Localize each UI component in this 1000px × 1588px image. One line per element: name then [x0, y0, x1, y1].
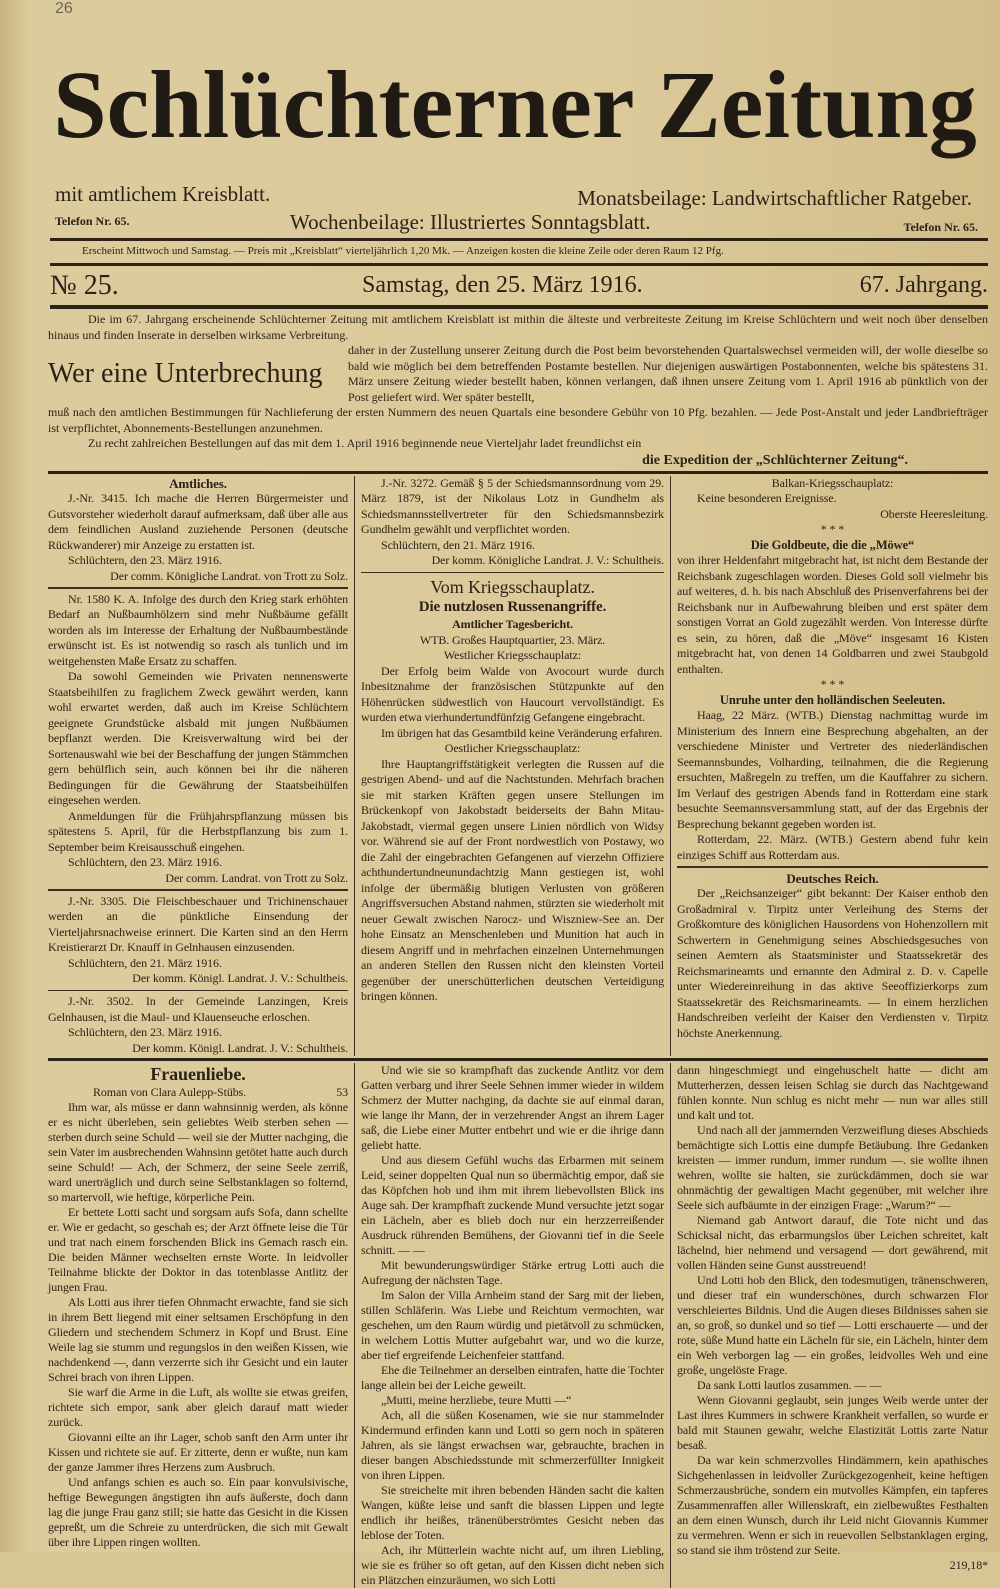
- installment-number: 53: [336, 1085, 348, 1099]
- notice-text: J.-Nr. 3415. Ich mache die Herren Bürgermeister und Gutsvorsteher wiederholt darauf aufmerksam, daß über alle aus dem feindlichen Ausland zuziehende Personen (deutsche Rückwanderer) mir Anzeige zu erstatten ist.: [48, 491, 348, 552]
- issue-number: № 25.: [50, 270, 119, 301]
- report-text: Der Erfolg beim Walde von Avocourt wurde durch Inbesitznahme der französischen Stützpunkte auf den Höhenrücken südwestlich von Haucourt vervollständigt. Es wurden etwa vierhundertundfünfzig Gefangene eingebracht.: [361, 663, 664, 724]
- divider: [50, 305, 988, 309]
- west-heading: Westlicher Kriegsschauplatz:: [443, 648, 582, 662]
- notice-signature: Der komm. Königliche Landrat. J. V.: Schultheis.: [431, 553, 664, 567]
- divider: [48, 1058, 988, 1061]
- novel-paragraph: Ach, ihr Mütterlein wachte nicht auf, um ihren Liebling, wie sie es früher so oft getan, auf den Kissen dicht neben sich ein Plätzchen einzuräumen, wo sich Lotti: [361, 1543, 664, 1587]
- notice-date: Schlüchtern, den 23. März 1916.: [68, 855, 222, 869]
- war-dateline: WTB. Großes Hauptquartier, 23. März.: [419, 632, 606, 647]
- feuilleton: [48, 1063, 988, 1588]
- report-signature: Oberste Heeresleitung.: [880, 506, 988, 521]
- divider: [48, 471, 988, 474]
- notice-signature: Der komm. Königl. Landrat. J. V.: Schultheis.: [132, 1040, 348, 1055]
- weekly-supplement: Wochenbeilage: Illustriertes Sonntagsblatt.: [290, 210, 651, 234]
- report-text: Rotterdam, 22. März. (WTB.) Gestern abend fuhr kein einziges Schiff aus Rotterdam aus.: [677, 832, 988, 862]
- separator-stars: * * *: [820, 522, 845, 536]
- notice-body: daher in der Zustellung unserer Zeitung durch die Post beim bevorstehenden Quartalswechsel vermeiden will, der wolle dieselbe so bald wie möglich bei dem betreffenden Postamte bestellen. Nur diejenigen auswärtigen Postabonnenten, welche bis spätestens 31. März unsere Zeitung wieder bestellt haben, können verlangen, daß ihnen unsere Zeitung vom 1. April 1916 ab pünktlich von der Post geliefert wird. Wer später bestellt,: [348, 343, 988, 404]
- notice-date: Schlüchtern, den 23. März 1916.: [68, 553, 222, 567]
- margin-note: 26: [55, 0, 73, 17]
- report-text: Haag, 22 März. (WTB.) Dienstag nachmittag wurde im Ministerium des Innern eine Besprechung abgehalten, an der verschiedene Minister und Vertreter des niederländischen Seemannsbundes, Volharding, teilnahmen, die die Regierung ersuchten, Maßregeln zu treffen, um die Kauffahrer zu sichern. Im Verlauf des gestrigen Abends fand in Rotterdam eine stark besuchte Seemannsversammlung statt, auf der das Ergebnis der Besprechung bekannt gegeben worden ist.: [677, 708, 988, 831]
- novel-paragraph: Wenn Giovanni geglaubt, sein junges Weib werde unter der Last ihres Kummers in schwere Krankheit verfallen, so wurde er bald mit Staunen gewahr, welche Elastizität Lottis zarte Natur besaß.: [677, 1393, 988, 1452]
- divider: [50, 263, 988, 266]
- divider: [50, 238, 988, 241]
- gold-heading: Die Goldbeute, die die „Möwe“: [750, 537, 915, 552]
- notice-signature: Der comm. Landrat. von Trott zu Solz.: [165, 870, 348, 885]
- section-heading: Amtliches.: [169, 475, 227, 491]
- novel-paragraph: Als Lotti aus ihrer tiefen Ohnmacht erwachte, fand sie sich in ihrem Bett liegend mit einer seltsamen Erschöpfung in den Gliedern und stechendem Schmerz in Kopf und Brust. Eine Weile lag sie stumm und regungslos in den weißen Kissen, wie nachdenkend —, dann verzerrte sich ihr Gesicht und ein lauter Schrei brach von ihren Lippen.: [48, 1295, 348, 1384]
- notice-text: Nr. 1580 K. A. Infolge des durch den Krieg stark erhöhten Bedarf an Nußbaumhölzern sind mehr Nußbäume gefällt worden als im Interesse der Erhaltung der Nußbaumbestände erwünscht ist. Es ist notwendig so rasch als tunlich und im weitgehensten Maße Ersatz zu schaffen.: [48, 591, 348, 668]
- notice-text: J.-Nr. 3305. Die Fleischbeschauer und Trichinenschauer werden an die pünktliche Einsendung der Vierteljahrsnachweise erinnert. Die Karten sind an den Herrn Kreistierarzt Dr. Knauff in Gelnhausen einzusenden.: [48, 893, 348, 954]
- notice-date: Schlüchtern, den 23. März 1916.: [68, 1025, 222, 1039]
- novel-paragraph: Und Lotti hob den Blick, den todesmutigen, tränenschweren, und dieser traf ein wunderschönes, durch schwarzen Flor verschleiertes Bildnis. Und die Augen dieses Bildnisses sahen sie an, so groß, so dunkel und so tief — Lotti erschauerte — und der rote, süße Mund hatte ein Lächeln für sie, ein Lächeln, hinter dem ein Weh verborgen lag — ein großes, leidvolles Weh und eine große, ungelöste Frage.: [677, 1273, 988, 1377]
- notice-intro: Die im 67. Jahrgang erscheinende Schlüchterner Zeitung mit amtlichem Kreisblatt ist mithin die älteste und verbreiteste Zeitung im Kreise Schlüchtern und weit noch über denselben hinaus und finden Inserate in derselben wirksame Verbreitung.: [48, 312, 988, 342]
- novel-paragraph: Ehe die Teilnehmer an derselben eintrafen, hatte die Tochter lange allein bei der Leiche geweilt.: [361, 1363, 664, 1392]
- novel-byline: Roman von Clara Aulepp-Stübs.: [93, 1085, 247, 1099]
- phone-left: Telefon Nr. 65.: [55, 214, 130, 228]
- notice-signature: die Expedition der „Schlüchterner Zeitung“.: [642, 452, 908, 468]
- report-text: Im übrigen hat das Gesamtbild keine Veränderung erfahren.: [381, 725, 663, 740]
- novel-paragraph: Sie warf die Arme in die Luft, als wollte sie etwas greifen, richtete sich empor, sank aber gleich darauf matt wieder zurück.: [48, 1385, 348, 1429]
- report-text: Der „Reichsanzeiger“ gibt bekannt: Der Kaiser enthob den Großadmiral v. Tirpitz unter Verleihung des Sterns der Großkomture des königlichen Hausordens von Hohenzollern mit Schwertern in Genehmigung seines Abschiedsgesuches von seinen Aemtern als Staatsminister und Staatssekretär des Reichsmarineamts und ernannte den Admiral z. D. v. Capelle unter Wiedereinreihung in das aktive Seeoffizierkorps zum Staatssekretär des Reichsmarineamts. — In einem herzlichen Handschreiben verleiht der Kaiser den Verdiensten v. Tirpitz höchste Anerkennung.: [677, 886, 988, 1040]
- masthead-left-subtitle: mit amtlichem Kreisblatt.: [55, 182, 271, 206]
- upper-columns: [48, 476, 988, 1057]
- feuilleton-col-3: [670, 1063, 988, 1588]
- novel-paragraph: dann hingeschmiegt und eingehuschelt hatte — dicht am Mutterherzen, dessen leisen Schlag sie durch das Nachtgewand fühlen konnte. Nun schlug es nicht mehr — nun war alles still und kalt und tot.: [677, 1063, 988, 1122]
- novel-paragraph: Und wie sie so krampfhaft das zuckende Antlitz vor dem Gatten verbarg und ihrer Seele Sehnen immer wieder in wildem Schmerz der Mutter nachging, da dachte sie auf einmal daran, wie lange ihr Mann, der in verzehrender Angst an ihrem Lager saß, die Liebe einer Mutter entbehrt und wie er die ihrige dann geliebt hatte.: [361, 1063, 664, 1152]
- east-heading: Oestlicher Kriegsschauplatz:: [444, 741, 581, 755]
- phone-right: Telefon Nr. 65.: [903, 220, 978, 234]
- war-title: Vom Kriegsschauplatz.: [430, 577, 595, 597]
- page-body: [48, 312, 988, 1588]
- novel-paragraph: Sie streichelte mit ihren bebenden Händen sacht die kalten Wangen, küßte leise und sanft die blassen Lippen und legte endlich ihr heißes, tränenüberströmtes Gesicht neben das leblose der Toten.: [361, 1483, 664, 1542]
- notice-text: Anmeldungen für die Frühjahrspflanzung müssen bis spätestens 5. April, für die Herbstpflanzung bis zum 1. September beim Kreisausschuß eingehen.: [48, 808, 348, 854]
- novel-paragraph: Niemand gab Antwort darauf, die Tote nicht und das Schicksal nicht, das erbarmungslos über Leichen schreitet, kalt lächelnd, hier nehmend und versagend — dort gewährend, mit vollen Händen seine Gunst ausstreuend!: [677, 1213, 988, 1272]
- novel-paragraph: Im Salon der Villa Arnheim stand der Sarg mit der lieben, stillen Schläferin. Was Liebe und Reichtum vermochten, war geschehen, um den Raum würdig und pietätvoll zu schmücken, in welchem Lottis Mutter aufgebahrt war, und wo die kurze, aber tief ergreifende Leichenfeier stattfand.: [361, 1288, 664, 1362]
- gold-text: von ihrer Heldenfahrt mitgebracht hat, ist nicht dem Bestande der Reichsbank zugeschlagen worden. Dieses Gold soll vielmehr bis auf weiteres, d. h. bis nach Abschluß des Prisenverfahrens bei der Reichsbank nur in Aufbewahrung bleiben und erst später dem sonstigen Vorrat an Gold zugezählt werden. Von Interesse dürfte es sein, zu hören, daß die „Möve“ insgesamt 16 Kisten mitgebracht hat, von denen 14 Goldbarren und zwei Staubgold enthalten.: [677, 553, 988, 676]
- notice-headline: Wer eine Unterbrechung: [48, 358, 323, 389]
- war-subtitle-2: Amtlicher Tagesbericht.: [452, 617, 573, 631]
- masthead-right-subtitle: Monatsbeilage: Landwirtschaftlicher Ratgeber.: [577, 186, 972, 210]
- report-text: Keine besonderen Ereignisse.: [697, 491, 837, 505]
- official-notices: [48, 476, 354, 1057]
- novel-paragraph: Da sank Lotti lautlos zusammen. — —: [697, 1378, 882, 1392]
- news-column: [670, 476, 988, 1057]
- print-code: 219,18*: [949, 1558, 988, 1572]
- notice-invite: Zu recht zahlreichen Bestellungen auf das mit dem 1. April 1916 beginnende neue Vierteljahr ladet freundlichst ein: [88, 436, 642, 450]
- feuilleton-col-2: [354, 1063, 670, 1588]
- balkan-heading: Balkan-Kriegsschauplatz:: [771, 475, 894, 490]
- novel-paragraph: Da war kein schmerzvolles Hindämmern, kein apathisches Sichgehenlassen in leidvoller Zurückgezogenheit, keine heftigen Schmerzausbrüche, sondern ein mutvolles Kämpfen, ein tapferes Zusammenraffen aller Willenskraft, ein zielbewußtes Festhalten an dem einen Wunsch, durch ihr Leid nicht Giovannis Kummer zu vermehren. Wenn er sich in reuevollen Selbstanklagen erging, so stand sie ihm tröstend zur Seite.: [677, 1453, 988, 1557]
- novel-paragraph: Giovanni eilte an ihr Lager, schob sanft den Arm unter ihr Kissen und richtete sie auf. Er zitterte, denn er wußte, nun kam der ganze Jammer ihres Herzens zum Ausbruch.: [48, 1430, 348, 1474]
- novel-title: Frauenliebe.: [150, 1064, 246, 1084]
- reich-heading: Deutsches Reich.: [786, 870, 879, 886]
- masthead-title: Schlüchterner Zeitung: [53, 51, 977, 158]
- war-subtitle: Die nutzlosen Russenangriffe.: [418, 599, 607, 615]
- notice-body-continued: muß nach den amtlichen Bestimmungen für Nachlieferung der ersten Nummern des neuen Quartals eine besondere Gebühr von 10 Pfg. bezahlen. — Jede Post-Anstalt und jeder Landbriefträger ist verpflichtet, Abonnements-Bestellungen anzunehmen.: [48, 405, 988, 435]
- notice-text: J.-Nr. 3502. In der Gemeinde Lanzingen, Kreis Gelnhausen, ist die Maul- und Klauenseuche erloschen.: [48, 994, 348, 1024]
- novel-paragraph: Und nach all der jammernden Verzweiflung dieses Abschieds bemächtigte sich Lottis eine dumpfe Betäubung. Ihre Gedanken kreisten — immer rundum, immer rundum —. sie wollte ihnen wehren, wollte sie halten, sie zurückdämmen, doch sie war ohnmächtig der gewaltigen Macht gegenüber, mit welcher ihre Seele sich aufbäumte in der einzigen Frage: „Warum?“ —: [677, 1123, 988, 1212]
- novel-paragraph: Mit bewunderungswürdiger Stärke ertrug Lotti auch die Aufregung der nächsten Tage.: [361, 1258, 664, 1287]
- novel-paragraph: Ihm war, als müsse er dann wahnsinnig werden, als könne er es nicht überleben, sein geliebtes Weib sterben sehen — sterben durch seine Schuld — weil sie der Mutter nachging, die sein Vater im ausbrechenden Wahnsinn getötet hatte auch durch seine Schuld! — Ach, der Schmerz, der seine Seele zerriß, ward unerträglich und durch seine Selbstanklagen so folternd, so martervoll, wie heftige, körperliche Pein.: [48, 1100, 348, 1204]
- novel-paragraph: Ach, all die süßen Kosenamen, wie sie nur stammelnder Kindermund erfinden kann und Lotti so gern noch in späteren Jahren, als sie längst erwachsen war, gebrauchte, brachen in dieser bangen Abschiedsstunde mit schmerzerfüllter Innigkeit von ihren Lippen.: [361, 1408, 664, 1482]
- novel-paragraph: Er bettete Lotti sacht und sorgsam aufs Sofa, dann schellte er. Wie er gedacht, so geschah es; der Arzt öffnete leise die Tür und trat nach einem forschenden Blick ins Gemach rasch ein. Die beiden Männer wechselten ernste Worte. In leidvoller Teilnahme blickte der Doktor in das totenblasse Antlitz der jungen Frau.: [48, 1205, 348, 1294]
- volume: 67. Jahrgang.: [859, 272, 988, 298]
- notice-date: Schlüchtern, den 21. März 1916.: [381, 537, 535, 552]
- notice-text: J.-Nr. 3272. Gemäß § 5 der Schiedsmannsordnung vom 29. März 1879, ist der Nikolaus Lotz in Gundhelm als Schiedsmannsstellvertreter für den Schiedsmannsbezirk Gundhelm gewählt und verpflichtet worden.: [361, 475, 664, 536]
- unrest-heading: Unruhe unter den holländischen Seeleuten.: [719, 692, 946, 707]
- novel-paragraph: Und anfangs schien es auch so. Ein paar konvulsivische, heftige Bewegungen ängstigten ihn aufs äußerste, doch dann lag die junge Frau ganz still; sie hatte das Gesicht in die Kissen gepreßt, um die Schreie zu unterdrücken, die sich mit Gewalt über ihre Lippen ringen wollten.: [48, 1475, 348, 1549]
- subscription-notice: [48, 312, 988, 469]
- notice-signature: Der komm. Königl. Landrat. J. V.: Schultheis.: [132, 971, 348, 985]
- war-report-column: [354, 476, 670, 1057]
- issue-date: Samstag, den 25. März 1916.: [362, 272, 643, 298]
- novel-paragraph: „Mutti, meine herzliebe, teure Mutti —“: [381, 1393, 572, 1407]
- notice-signature: Der comm. Königliche Landrat. von Trott zu Solz.: [110, 568, 348, 583]
- novel-paragraph: Und aus diesem Gefühl wuchs das Erbarmen mit seinem Leid, seiner doppelten Qual nun so übermächtig empor, daß sie das Köpfchen hob und ihm mit ihrem liebevollsten Blick ins Auge sah. Der krampfhaft zuckende Mund versuchte jetzt sogar ein Lächeln, aber es blieb doch nur ein herzzerreißender Ausdruck rührenden Bemühens, der Giovanni tief in die Seele schnitt. — —: [361, 1153, 664, 1257]
- notice-date: Schlüchtern, den 21. März 1916.: [68, 955, 222, 970]
- notice-text: Da sowohl Gemeinden wie Privaten nennenswerte Staatsbeihilfen zu fraglichem Zweck gewährt werden, kann wohl erwartet werden, daß auch im Kreise Schlüchtern geeignete Grundstücke alsbald mit jungen Nußbäumen bepflanzt werden. Die Kreisverwaltung wird bei der Sortenauswahl wie bei der Beschaffung der jungen Stämmchen gern behülflich sein, auch können bei ihr die näheren Bedingungen für die Gewährung der Staatsbeihülfen eingesehen werden.: [48, 669, 348, 807]
- publication-info: Erscheint Mittwoch und Samstag. — Preis mit „Kreisblatt“ vierteljährlich 1,20 Mk. — Anzeigen kosten die kleine Zeile oder deren Raum 12 Pfg.: [82, 245, 724, 257]
- separator-stars: * * *: [820, 677, 845, 691]
- report-text: Ihre Hauptangriffstätigkeit verlegten die Russen auf die gestrigen Abend- und auf die Nachtstunden. Mehrfach brachen sie mit starken Kräften gegen unsere Stellungen im Brückenkopf von Jakobstadt beiderseits der Bahn Mitau-Jakobstadt, viermal gegen unsere Linien nördlich von Widsy vor. Während sie auf der Front nordwestlich von Postawy, wo die Zahl der eingebrachten Gefangenen auf vierzehn Offiziere achthundertundneunundachtzig Mann gestiegen ist, wohl infolge der übermäßig blutigen Verlusten von größeren Angriffsversuchen Abstand nahmen, stürzten sie wiederholt mit neuer Gewalt zwischen Narocz- und Wiszniew-See an. Der hohe Einsatz an Menschenleben und Munition hat auch in diesem Angriff und in mehrfachen einzelnen Unternehmungen an anderen Stellen den Russen nicht den kleinsten Vorteil gegenüber der unerschütterlichen deutschen Verteidigung bringen können.: [361, 756, 664, 1003]
- feuilleton-col-1: [48, 1063, 354, 1588]
